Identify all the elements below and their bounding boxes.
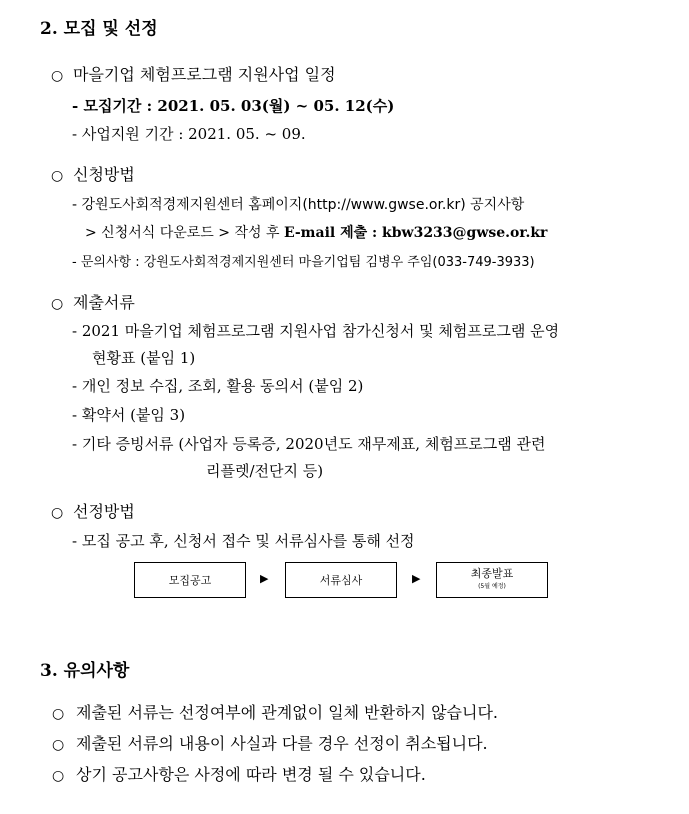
circle-bullet-icon: ○: [52, 768, 65, 784]
recruit-period: - 모집기간 : 2021. 05. 03(월) ~ 05. 12(수): [72, 97, 395, 115]
flow-step-final: 최종발표 (5월 예정): [436, 562, 548, 598]
apply-heading: ○ 신청방법: [51, 165, 135, 184]
support-period: - 사업지원 기간 : 2021. 05. ~ 09.: [72, 125, 306, 143]
note-item: ○ 제출된 서류는 선정여부에 관계없이 일체 반환하지 않습니다.: [52, 703, 499, 722]
selection-heading: ○ 선정방법: [51, 502, 135, 521]
flow-step-recruit: 모집공고: [134, 562, 246, 598]
note-item: ○ 제출된 서류의 내용이 사실과 다를 경우 선정이 취소됩니다.: [52, 734, 488, 753]
note-item: ○ 상기 공고사항은 사정에 따라 변경 될 수 있습니다.: [52, 765, 426, 784]
section-2-title: 2. 모집 및 선정: [40, 19, 158, 39]
section-3-title: 3. 유의사항: [40, 661, 130, 681]
document-item-1a: - 2021 마을기업 체험프로그램 지원사업 참가신청서 및 체험프로그램 운영: [72, 322, 560, 340]
document-item-4a: - 기타 증빙서류 (사업자 등록증, 2020년도 재무제표, 체험프로그램 관련: [72, 435, 546, 453]
circle-bullet-icon: ○: [51, 68, 64, 84]
circle-bullet-icon: ○: [52, 706, 65, 722]
circle-bullet-icon: ○: [51, 168, 64, 184]
apply-line-2: > 신청서식 다운로드 > 작성 후 E-mail 제출 : kbw3233@gwse.or.kr: [85, 225, 548, 241]
circle-bullet-icon: ○: [51, 296, 64, 312]
selection-line: - 모집 공고 후, 신청서 접수 및 서류심사를 통해 선정: [72, 532, 415, 550]
apply-line-1: - 강원도사회적경제지원센터 홈페이지(http://www.gwse.or.kr) 공지사항: [72, 197, 525, 213]
flow-arrow-icon: ▶: [260, 572, 269, 585]
documents-heading: ○ 제출서류: [51, 293, 135, 312]
email-submission: E-mail 제출 : kbw3233@gwse.or.kr: [283, 225, 548, 241]
flow-arrow-icon: ▶: [412, 572, 421, 585]
document-item-1b: 현황표 (붙임 1): [92, 349, 196, 367]
flow-step-review: 서류심사: [285, 562, 397, 598]
contact-line: - 문의사항 : 강원도사회적경제지원센터 마을기업팀 김병우 주임(033-749-3933): [72, 255, 535, 270]
document-item-2: - 개인 정보 수집, 조회, 활용 동의서 (붙임 2): [72, 377, 364, 395]
circle-bullet-icon: ○: [51, 505, 64, 521]
document-item-4b: 리플렛/전단지 등): [206, 462, 324, 480]
circle-bullet-icon: ○: [52, 737, 65, 753]
schedule-heading: ○ 마을기업 체험프로그램 지원사업 일정: [51, 65, 336, 84]
document-item-3: - 확약서 (붙임 3): [72, 406, 186, 424]
